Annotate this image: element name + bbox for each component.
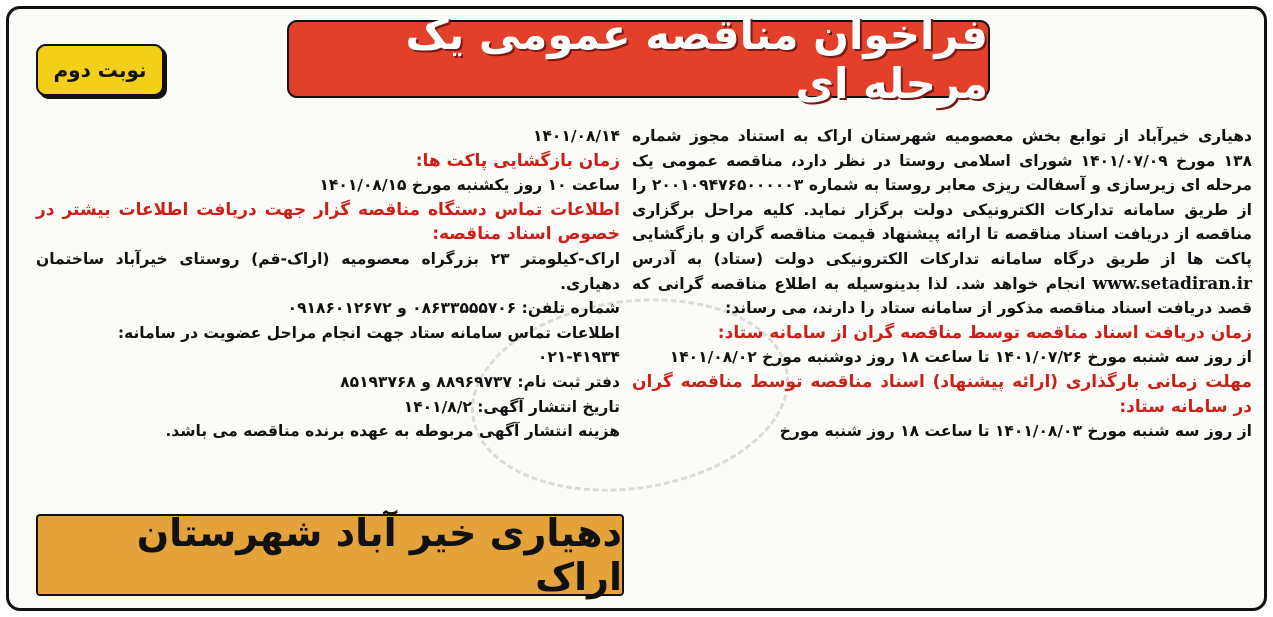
publish-date-text: تاریخ انتشار آگهی: ۱۴۰۱/۸/۲ [403, 397, 620, 416]
page-title: فراخوان مناقصه عمومی یک مرحله ای [405, 10, 988, 108]
intro-end-text: انجام خواهد شد. لذا بدینوسیله به اطلاع مناقصه گرانی که قصد دریافت اسناد مناقصه مذکور از سامانه ستاد را دارند، می رساند: [632, 274, 1252, 318]
footer-title: دهیاری خیر آباد شهرستان اراک [136, 511, 622, 599]
opening-text: ساعت ۱۰ روز یکشنبه مورخ ۱۴۰۱/۰۸/۱۵ [319, 176, 620, 195]
title-banner [287, 10, 990, 108]
setad-url-link[interactable]: www.setadiran.ir [1092, 273, 1252, 294]
round-badge-label: نوبت دوم [53, 58, 147, 82]
receive-text: از روز سه شنبه مورخ ۱۴۰۱/۰۷/۲۶ تا ساعت ۱۸ روز دوشنبه مورخ ۱۴۰۱/۰۸/۰۲ [669, 348, 1252, 367]
opening-heading: زمان بازگشایی پاکت ها: [415, 150, 620, 171]
publish-cost-text: هزینه انتشار آگهی مربوطه به عهده برنده مناقصه می باشد. [165, 422, 620, 441]
address-text: اراک-کیلومتر ۲۳ بزرگراه معصومیه (اراک-قم) روستای خیرآباد ساختمان دهیاری. [36, 249, 621, 293]
phone-text: شماره تلفن: ۰۸۶۳۳۵۵۵۷۰۶ و ۰۹۱۸۶۰۱۲۶۷۲ [287, 299, 620, 318]
footer-banner [36, 511, 624, 599]
upload-text: از روز سه شنبه مورخ ۱۴۰۱/۰۸/۰۳ تا ساعت ۱۸ روز شنبه مورخ [779, 422, 1252, 441]
register-office-text: دفتر ثبت نام: ۸۸۹۶۹۷۳۷ و ۸۵۱۹۳۷۶۸ [340, 372, 620, 391]
receive-heading: زمان دریافت اسناد مناقصه توسط مناقصه گران از سامانه ستاد: [717, 322, 1252, 343]
contact-heading: اطلاعات تماس دستگاه مناقصه گزار جهت دریافت اطلاعات بیشتر در خصوص اسناد مناقصه: [36, 199, 620, 245]
left-column [36, 124, 620, 444]
intro-paragraph [632, 124, 1252, 321]
upload-deadline-date: ۱۴۰۱/۰۸/۱۴ [532, 127, 620, 145]
round-badge [36, 44, 164, 96]
upload-heading: مهلت زمانی بارگذاری (ارائه پیشنهاد) اسناد مناقصه توسط مناقصه گران در سامانه ستاد: [632, 371, 1252, 417]
right-column [632, 124, 1252, 444]
setad-contact-text: اطلاعات تماس سامانه ستاد جهت انجام مراحل عضویت در سامانه: [117, 323, 620, 342]
intro-text: دهیاری خیرآباد از توابع بخش معصومیه شهرستان اراک به استناد مجوز شماره ۱۳۸ مورخ ۱۴۰۱/۰۷/۰۹ شورای اسلامی روستا در نظر دارد، مناقصه عمومی یک مرحله ای زیرسازی و آسفالت ریزی معابر روستا به شماره ۲۰۰۱۰۹۴۷۶۵۰۰۰۰۰۳ را از طریق سامانه تدارکات الکترونیکی دولت برگزار نماید. کلیه مراحل برگزاری مناقصه از دریافت اسناد مناقصه تا ارائه پیشنهاد قیمت مناقصه گران و بازگشایی پاکت ها از طریق درگاه سامانه تدارکات الکترونیکی دولت (ستاد) به آدرس [632, 127, 1252, 268]
setad-phone: ۰۲۱-۴۱۹۳۴ [537, 348, 620, 367]
